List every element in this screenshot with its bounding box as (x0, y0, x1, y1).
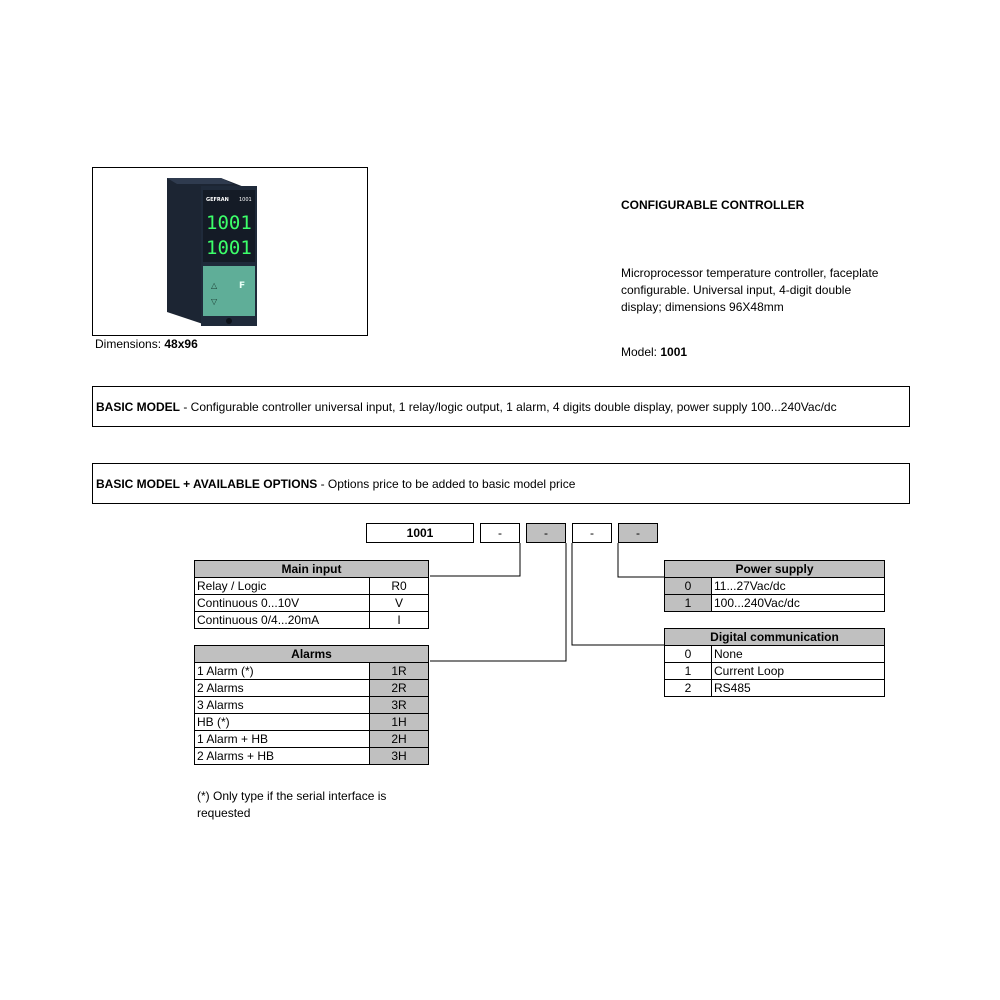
table-row: Continuous 0...10V V (195, 595, 429, 612)
up-arrow-icon: △ (211, 281, 218, 290)
basic-model-box: BASIC MODEL - Configurable controller universal input, 1 relay/logic output, 1 alarm, 4 digits double display, power supply 100...240Vac/dc (92, 386, 910, 427)
footnote: (*) Only type if the serial interface is requested (197, 789, 387, 820)
down-arrow-icon: ▽ (211, 297, 218, 306)
table-row: 0 11...27Vac/dc (665, 578, 885, 595)
main-input-title: Main input (195, 561, 429, 578)
brand-text: GEFRAN (206, 197, 229, 203)
table-row: 3 Alarms 3R (195, 697, 429, 714)
code-alarms: - (526, 523, 566, 543)
digital-communication-title: Digital communication (665, 629, 885, 646)
device-label-text: 1001 (239, 197, 252, 203)
table-row: 1 Alarm (*) 1R (195, 663, 429, 680)
f-key-text: F (239, 281, 246, 291)
digital-communication-table (664, 628, 885, 697)
code-power-supply: - (618, 523, 658, 543)
options-box: BASIC MODEL + AVAILABLE OPTIONS - Options price to be added to basic model price (92, 463, 910, 504)
alarms-table (194, 645, 429, 765)
table-row: Relay / Logic R0 (195, 578, 429, 595)
code-main-input: - (480, 523, 520, 543)
power-supply-table (664, 560, 885, 612)
table-row: 1 Current Loop (665, 663, 885, 680)
table-row: 0 None (665, 646, 885, 663)
table-row: HB (*) 1H (195, 714, 429, 731)
main-input-table (194, 560, 429, 629)
display-bottom-digits: 1001 (206, 237, 252, 259)
table-row: 2 Alarms + HB 3H (195, 748, 429, 765)
product-description: Microprocessor temperature controller, faceplate configurable. Universal input, 4-digit double display; dimensions 96X48mm (621, 266, 879, 314)
table-row: Continuous 0/4...20mA I (195, 612, 429, 629)
table-row: 1 Alarm + HB 2H (195, 731, 429, 748)
power-supply-title: Power supply (665, 561, 885, 578)
table-row: 1 100...240Vac/dc (665, 595, 885, 612)
product-title: CONFIGURABLE CONTROLLER (621, 198, 805, 212)
display-top-digits: 1001 (206, 212, 252, 234)
table-row: 2 Alarms 2R (195, 680, 429, 697)
alarms-title: Alarms (195, 646, 429, 663)
table-row: 2 RS485 (665, 680, 885, 697)
code-digital-communication: - (572, 523, 612, 543)
code-base: 1001 (366, 523, 474, 543)
model-text: Model: 1001 (621, 345, 688, 359)
dimensions-text: Dimensions: 48x96 (95, 337, 198, 351)
